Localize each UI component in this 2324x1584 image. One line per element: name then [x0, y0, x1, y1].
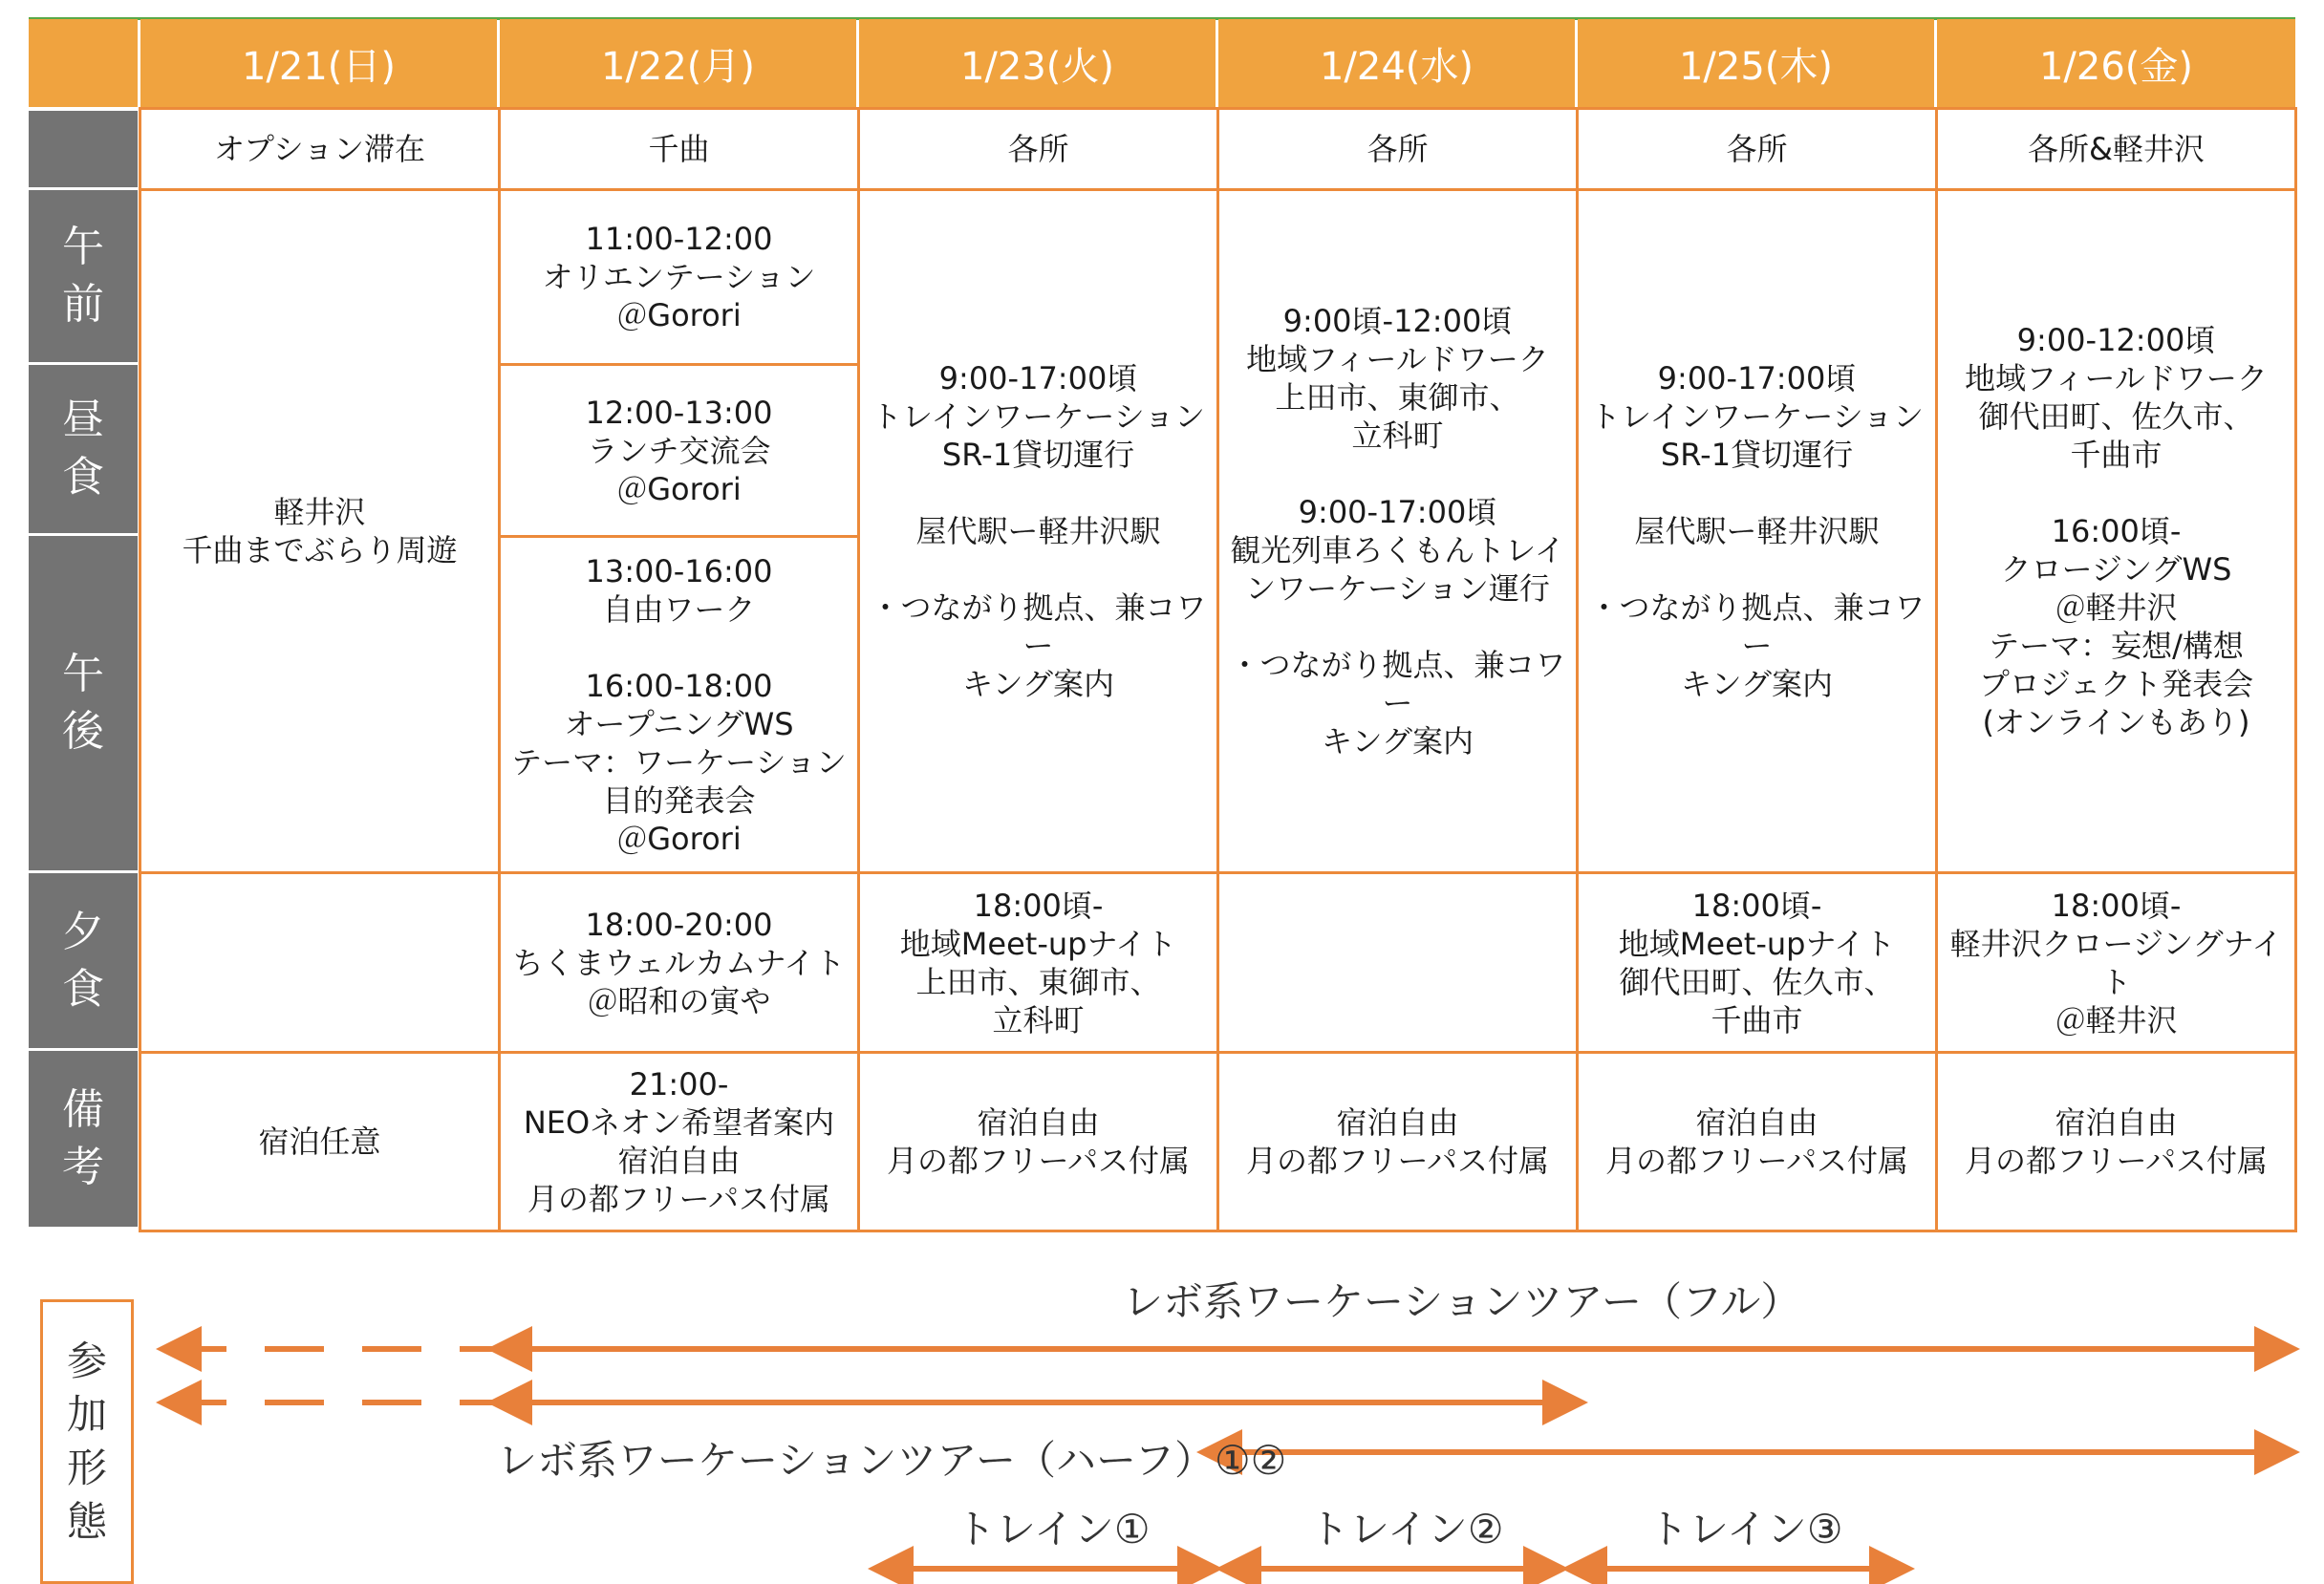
day21-daytime-cell: 軽井沢 千曲までぶらり周遊 — [139, 188, 501, 874]
day23-notes-cell: 宿泊自由 月の都フリーパス付属 — [857, 1051, 1219, 1232]
full-tour-label: レボ系ワーケーションツアー（フル） — [1123, 1278, 1801, 1325]
train-1-label: トレイン① — [956, 1506, 1151, 1552]
day22-dinner-cell: 18:00-20:00 ちくまウェルカムナイト ＠昭和の寅や — [498, 871, 860, 1054]
half-tour-label: レボ系ワーケーションツアー（ハーフ）①② — [497, 1437, 1287, 1484]
train-3-label: トレイン③ — [1648, 1506, 1843, 1552]
train-2-label: トレイン② — [1309, 1506, 1504, 1552]
day25-dinner-cell: 18:00頃- 地域Meet-upナイト 御代田町、佐久市、 千曲市 — [1576, 871, 1938, 1054]
day23-dinner-cell: 18:00頃- 地域Meet-upナイト 上田市、東御市、 立科町 — [857, 871, 1219, 1054]
day22-morning-cell: 11:00-12:00 オリエンテーション ＠Gorori — [498, 188, 860, 366]
location-cell-6: 各所&軽井沢 — [1935, 107, 2297, 191]
row-label-dinner: 夕 食 — [29, 873, 138, 1048]
day25-notes-cell: 宿泊自由 月の都フリーパス付属 — [1576, 1051, 1938, 1232]
header-corner — [29, 19, 138, 107]
day24-dinner-cell — [1216, 871, 1579, 1054]
day24-notes-cell: 宿泊自由 月の都フリーパス付属 — [1216, 1051, 1579, 1232]
location-row-label — [29, 111, 138, 187]
day22-lunch-cell: 12:00-13:00 ランチ交流会 ＠Gorori — [498, 363, 860, 538]
day26-daytime-cell: 9:00-12:00頃 地域フィールドワーク 御代田町、佐久市、 千曲市 16:00頃- クロージングWS ＠軽井沢 テーマ：妄想/構想 プロジェクト発表会 (オンラインもあり) — [1935, 188, 2297, 874]
location-cell-4: 各所 — [1216, 107, 1579, 191]
date-header-6: 1/26(金) — [1937, 19, 2295, 107]
day26-notes-cell: 宿泊自由 月の都フリーパス付属 — [1935, 1051, 2297, 1232]
day21-notes-cell: 宿泊任意 — [139, 1051, 501, 1232]
day24-daytime-cell: 9:00頃-12:00頃 地域フィールドワーク 上田市、東御市、 立科町 9:00-17:00頃 観光列車ろくもんトレイ ンワーケーション運行 ・つながり拠点、兼コワー キング案内 — [1216, 188, 1579, 874]
location-cell-5: 各所 — [1576, 107, 1938, 191]
day22-afternoon-cell: 13:00-16:00 自由ワーク 16:00-18:00 オープニングWS テーマ：ワーケーション 目的発表会 ＠Gorori — [498, 535, 860, 874]
day25-daytime-cell: 9:00-17:00頃 トレインワーケーション SR-1貸切運行 屋代駅ー軽井沢駅 ・つながり拠点、兼コワー キング案内 — [1576, 188, 1938, 874]
date-header-5: 1/25(木) — [1578, 19, 1934, 107]
date-header-4: 1/24(水) — [1218, 19, 1575, 107]
row-label-notes: 備 考 — [29, 1051, 138, 1227]
participation-section — [0, 1242, 2324, 1584]
day21-dinner-cell — [139, 871, 501, 1054]
location-cell-3: 各所 — [857, 107, 1219, 191]
date-header-1: 1/21(日) — [140, 19, 497, 107]
day23-daytime-cell: 9:00-17:00頃 トレインワーケーション SR-1貸切運行 屋代駅ー軽井沢駅 ・つながり拠点、兼コワー キング案内 — [857, 188, 1219, 874]
row-label-morning: 午 前 — [29, 190, 138, 362]
row-label-afternoon: 午 後 — [29, 536, 138, 870]
date-header-2: 1/22(月) — [500, 19, 856, 107]
location-cell-1: オプション滞在 — [139, 107, 501, 191]
day22-notes-cell: 21:00- NEOネオン希望者案内 宿泊自由 月の都フリーパス付属 — [498, 1051, 860, 1232]
date-header-3: 1/23(火) — [859, 19, 1216, 107]
row-label-lunch: 昼 食 — [29, 365, 138, 533]
location-cell-2: 千曲 — [498, 107, 860, 191]
day26-dinner-cell: 18:00頃- 軽井沢クロージングナイト ＠軽井沢 — [1935, 871, 2297, 1054]
participation-label: 参 加 形 態 — [40, 1299, 134, 1584]
